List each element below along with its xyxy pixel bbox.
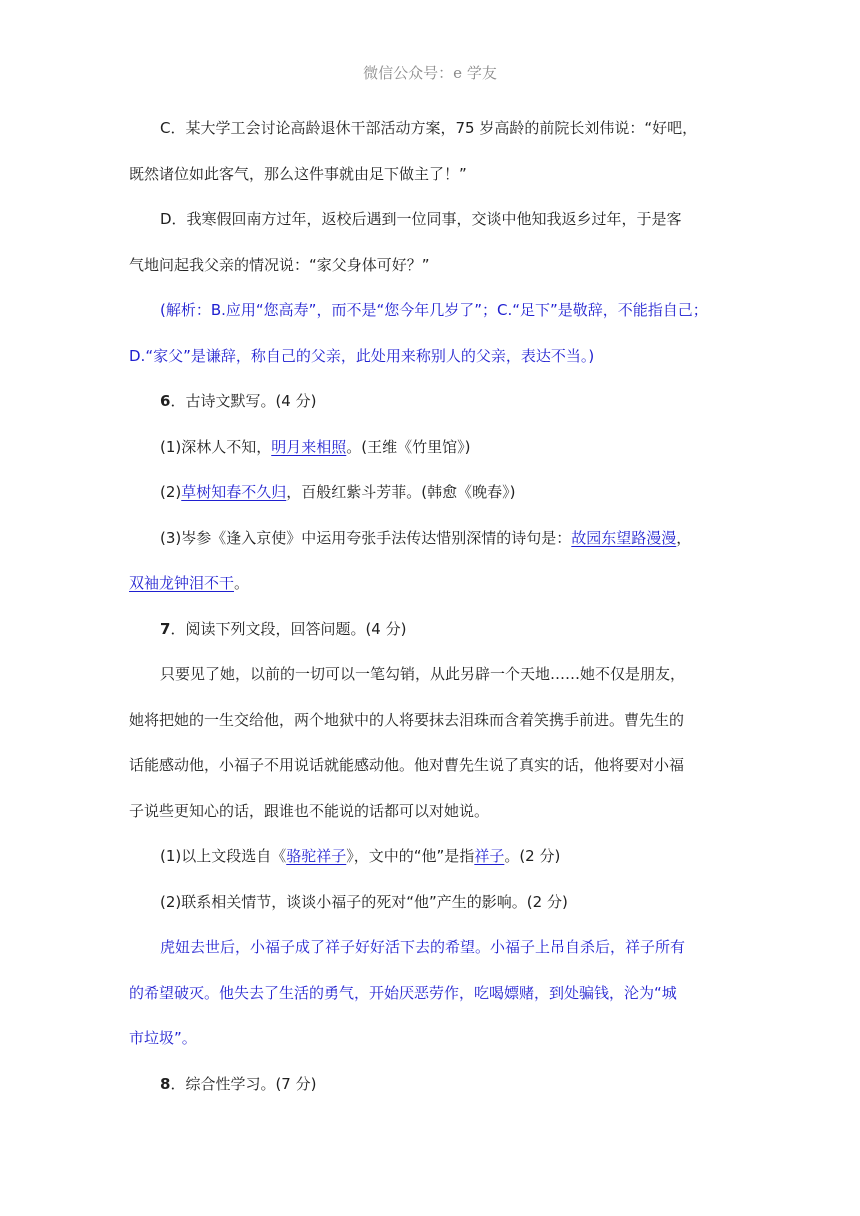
q7-answer-line3: 市垃圾”。 xyxy=(129,1029,197,1047)
q7-s1-mid: 》，文中的“他”是指 xyxy=(346,847,475,865)
q7-passage-4 xyxy=(129,789,735,835)
q7-s1-answer2: 祥子 xyxy=(474,847,505,865)
q5-option-c xyxy=(129,106,735,152)
q6-s2-suffix: ，百般红紫斗芳菲。(韩愈《晚春》) xyxy=(286,483,516,501)
q5-analysis-line2: D.“家父”是谦辞，称自己的父亲，此处用来称别人的父亲，表达不当。) xyxy=(129,346,595,365)
page-header: 微信公众号：e 学友 xyxy=(363,64,497,82)
q8-number: 8 xyxy=(160,1074,171,1093)
q6-s3-answer2: 双袖龙钟泪不干 xyxy=(129,574,235,592)
q6-s3-suffix: 。 xyxy=(234,574,250,592)
q7-item-2 xyxy=(129,880,735,926)
q7-answer-3 xyxy=(129,1016,735,1062)
q5-analysis-line2-para xyxy=(129,334,735,380)
q7-passage-line3: 话能感动他，小福子不用说话就能感动他。他对曹先生说了真实的话，他将要对小福 xyxy=(129,756,685,774)
q7-passage-3 xyxy=(129,743,735,789)
q7-title: ．阅读下列文段，回答问题。(4 分) xyxy=(170,619,407,638)
q5-c-line2: 既然诸位如此客气，那么这件事就由足下做主了！” xyxy=(129,164,467,183)
q6-item-3-cont xyxy=(129,561,735,607)
q6-item-2 xyxy=(129,470,735,516)
q6-s1-suffix: 。(王维《竹里馆》) xyxy=(346,437,471,456)
q6-heading xyxy=(129,379,735,425)
q6-s3-prefix: (3)岑参《逢入京使》中运用夸张手法传达惜别深情的诗句是： xyxy=(160,528,572,547)
q6-title: ．古诗文默写。(4 分) xyxy=(170,392,317,410)
q7-answer-line1: 虎妞去世后，小福子成了祥子好好活下去的希望。小福子上吊自杀后，祥子所有 xyxy=(160,938,686,956)
q7-s1-answer1: 骆驼祥子 xyxy=(286,847,347,865)
q7-answer-line2: 的希望破灭。他失去了生活的勇气，开始厌恶劳作，吃喝嫖赌，到处骗钱，沦为“城 xyxy=(129,983,677,1002)
q7-passage-2 xyxy=(129,698,735,744)
q6-s2-answer: 草树知春不久归 xyxy=(181,483,287,501)
q7-s1-prefix: (1)以上文段选自《 xyxy=(160,847,287,865)
q7-answer-1 xyxy=(129,925,735,971)
q6-s1-prefix: (1)深林人不知， xyxy=(160,437,272,456)
q5-d-line2: 气地问起我父亲的情况说：“家父身体可好？” xyxy=(129,255,430,274)
q6-item-1 xyxy=(129,425,735,471)
q5-d-line1: D．我寒假回南方过年，返校后遇到一位同事，交谈中他知我返乡过年，于是客 xyxy=(160,210,682,228)
q8-title: ．综合性学习。(7 分) xyxy=(170,1074,317,1093)
document-body xyxy=(129,106,735,1107)
q5-analysis xyxy=(129,288,735,334)
q8-heading xyxy=(129,1062,735,1108)
q7-passage-line2: 她将把她的一生交给他，两个地狱中的人将要抹去泪珠而含着笑携手前进。曹先生的 xyxy=(129,710,685,729)
q7-passage-line1: 只要见了她，以前的一切可以一笔勾销，从此另辟一个天地……她不仅是朋友， xyxy=(160,665,686,683)
q6-s2-prefix: (2) xyxy=(160,483,182,501)
q6-number: 6 xyxy=(160,392,171,410)
q7-passage-1 xyxy=(129,652,735,698)
q7-s1-suffix: 。(2 分) xyxy=(504,847,561,865)
q7-passage-line4: 子说些更知心的话，跟谁也不能说的话都可以对她说。 xyxy=(129,801,490,820)
q6-s1-answer: 明月来相照 xyxy=(271,437,347,456)
q7-heading xyxy=(129,607,735,653)
q5-c-line2-para xyxy=(129,152,735,198)
q7-answer-2 xyxy=(129,971,735,1017)
q5-d-line2-para xyxy=(129,243,735,289)
q6-item-3 xyxy=(129,516,735,562)
q5-option-d xyxy=(129,197,735,243)
q7-number: 7 xyxy=(160,619,171,638)
q6-s3-mid: ， xyxy=(676,528,692,547)
q5-analysis-line1: (解析：B.应用“您高寿”，而不是“您今年几岁了”；C.“足下”是敬辞，不能指自己； xyxy=(160,301,708,319)
q7-item-1 xyxy=(129,834,735,880)
q5-c-line1: C．某大学工会讨论高龄退休干部活动方案，75 岁高龄的前院长刘伟说：“好吧， xyxy=(160,119,698,137)
q6-s3-answer1: 故园东望路漫漫 xyxy=(571,528,677,547)
q7-s2: (2)联系相关情节，谈谈小福子的死对“他”产生的影响。(2 分) xyxy=(160,892,568,911)
